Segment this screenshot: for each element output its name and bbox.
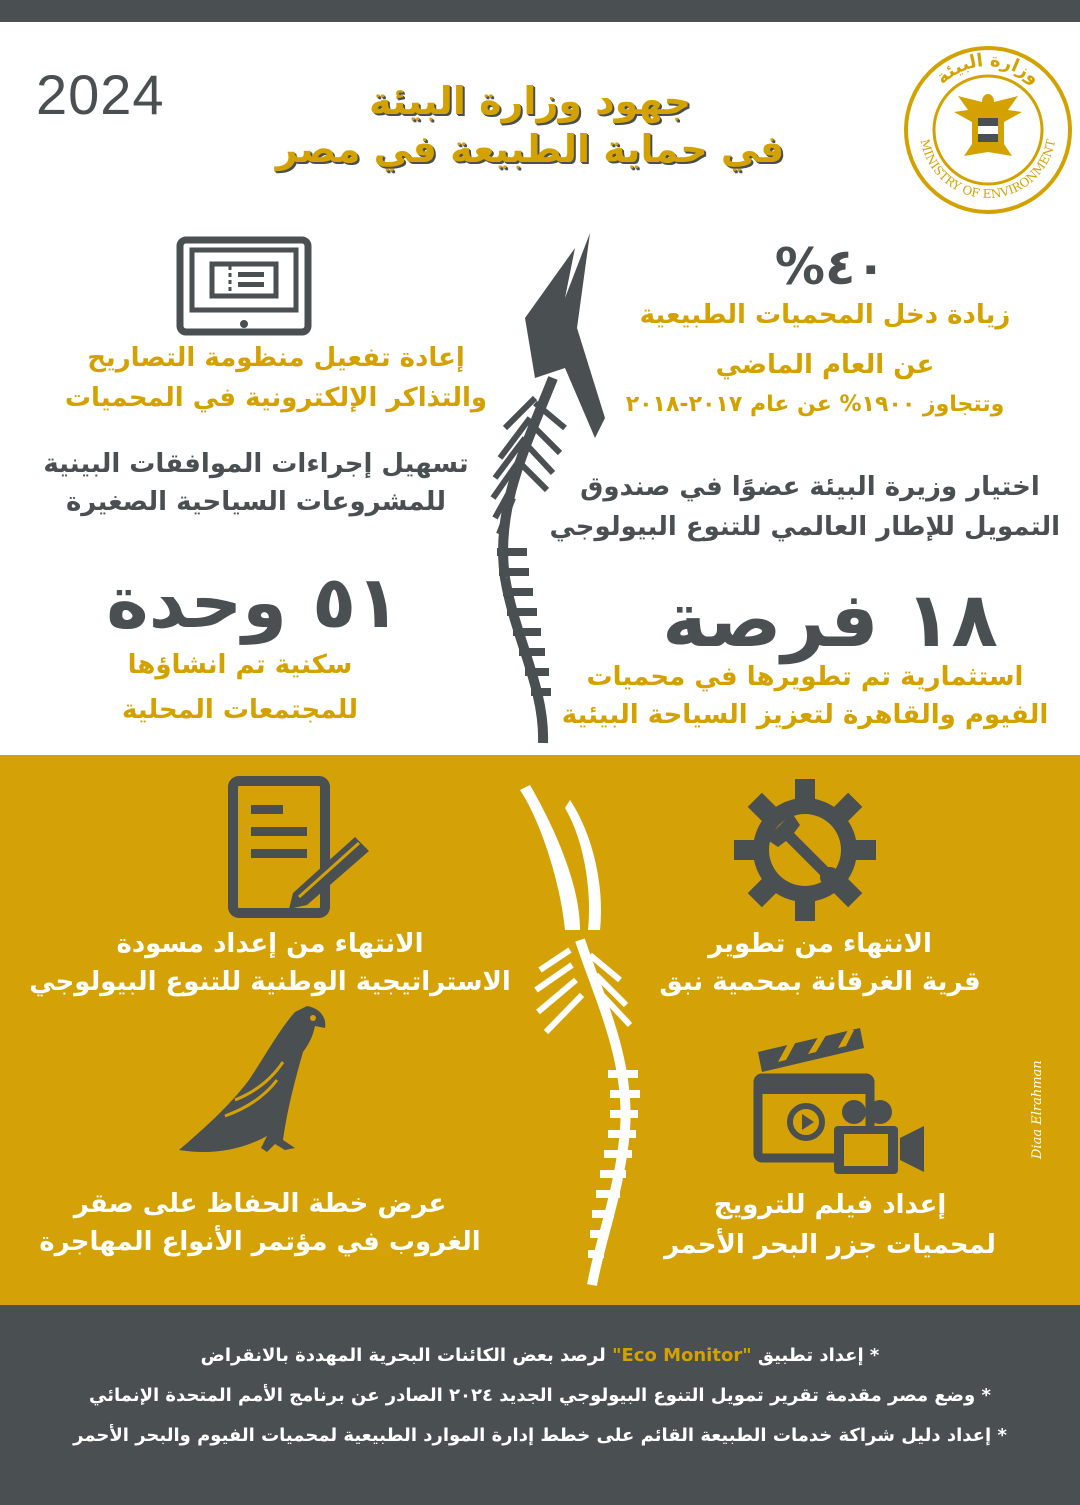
film-text <box>640 1185 1020 1265</box>
fund-line-1: اختيار وزيرة البيئة عضوًا في صندوق <box>580 472 1040 502</box>
ministry-logo-icon <box>902 44 1074 216</box>
falcon-line-2: الغروب في مؤتمر الأنواع المهاجرة <box>39 1227 481 1257</box>
eco-monitor-highlight: "Eco Monitor" <box>612 1345 752 1366</box>
footer-line-2 <box>40 1385 1040 1406</box>
page-title <box>225 78 835 173</box>
bullet: * <box>869 1345 880 1366</box>
units-number: ٥١ وحدة <box>106 560 400 644</box>
artist-signature: Diaa Elrahman <box>1030 1060 1045 1160</box>
opportunities-line-1: استثمارية تم تطويرها في محميات <box>586 662 1024 692</box>
gear-wrench-icon <box>730 775 880 925</box>
approvals-line-2: للمشروعات السياحية الصغيرة <box>65 487 447 517</box>
footer-line-3-text: إعداد دليل شراكة خدمات الطبيعة القائم على خطط إدارة الموارد الطبيعية لمحميات الفيوم والبحر الأحمر <box>73 1425 992 1446</box>
stat-line-3: وتتجاوز ١٩٠٠% عن عام ٢٠١٧-٢٠١٨ <box>625 392 1005 417</box>
film-line-2: لمحميات جزر البحر الأحمر <box>664 1230 996 1260</box>
opportunities-text <box>555 658 1055 734</box>
tickets-line-2: والتذاكر الإلكترونية في المحميات <box>64 383 488 413</box>
bullet: * <box>981 1385 991 1406</box>
film-camera-icon <box>750 1022 930 1182</box>
footer-line-1-before: إعداد تطبيق <box>751 1345 864 1366</box>
footer-line-3 <box>40 1425 1040 1446</box>
strategy-text <box>10 925 530 1001</box>
opportunities-number: ١٨ فرصة <box>662 575 998 664</box>
tickets-text <box>56 338 496 418</box>
stat-percent: ٤٠% <box>774 238 886 296</box>
village-line-2: قرية الغرقانة بمحمية نبق <box>659 967 981 997</box>
footer-line-1 <box>40 1345 1040 1366</box>
tickets-line-1: إعادة تفعيل منظومة التصاريح <box>87 343 465 373</box>
film-line-1: إعداد فيلم للترويج <box>713 1190 947 1220</box>
fund-line-2: التمويل للإطار العالمي للتنوع البيولوجي <box>549 512 1060 542</box>
falcon-text <box>10 1185 510 1261</box>
title-line-2: في حماية الطبيعة في مصر <box>275 126 785 171</box>
bullet: * <box>997 1425 1007 1446</box>
opportunities-line-2: الفيوم والقاهرة لتعزيز السياحة البيئية <box>561 700 1049 730</box>
top-bar <box>0 0 1080 22</box>
village-text <box>640 925 1000 1001</box>
strategy-line-1: الانتهاء من إعداد مسودة <box>116 929 424 959</box>
title-line-1: جهود وزارة البيئة <box>369 79 691 123</box>
units-line-1: سكنية تم انشاؤها <box>127 650 353 680</box>
stat-line-2: عن العام الماضي <box>715 350 935 380</box>
approvals-text <box>26 445 486 521</box>
fund-text <box>549 467 1060 547</box>
approvals-line-1: تسهيل إجراءات الموافقات البينية <box>43 449 469 479</box>
units-line-2: للمجتمعات المحلية <box>121 695 359 725</box>
falcon-line-1: عرض خطة الحفاظ على صقر <box>73 1189 447 1219</box>
year-label: 2024 <box>36 63 165 126</box>
document-pen-icon <box>225 775 375 925</box>
footer-line-1-after: لرصد بعض الكائنات البحرية المهددة بالانقراض <box>200 1345 613 1366</box>
footer-line-2-text: وضع مصر مقدمة تقرير تمويل التنوع البيولوجي الجديد ٢٠٢٤ الصادر عن برنامج الأمم المتحدة الإنمائي <box>89 1385 976 1406</box>
logo-text-en: MINISTRY OF ENVIRONMENT <box>917 137 1059 202</box>
logo-text-ar: وزارة البيئة <box>932 49 1044 89</box>
falcon-icon <box>175 1000 335 1170</box>
monitor-ticket-icon <box>176 236 312 336</box>
stat-line-1: زيادة دخل المحميات الطبيعية <box>639 300 1011 330</box>
village-line-1: الانتهاء من تطوير <box>708 929 932 959</box>
strategy-line-2: الاستراتيجية الوطنية للتنوع البيولوجي <box>29 967 511 997</box>
